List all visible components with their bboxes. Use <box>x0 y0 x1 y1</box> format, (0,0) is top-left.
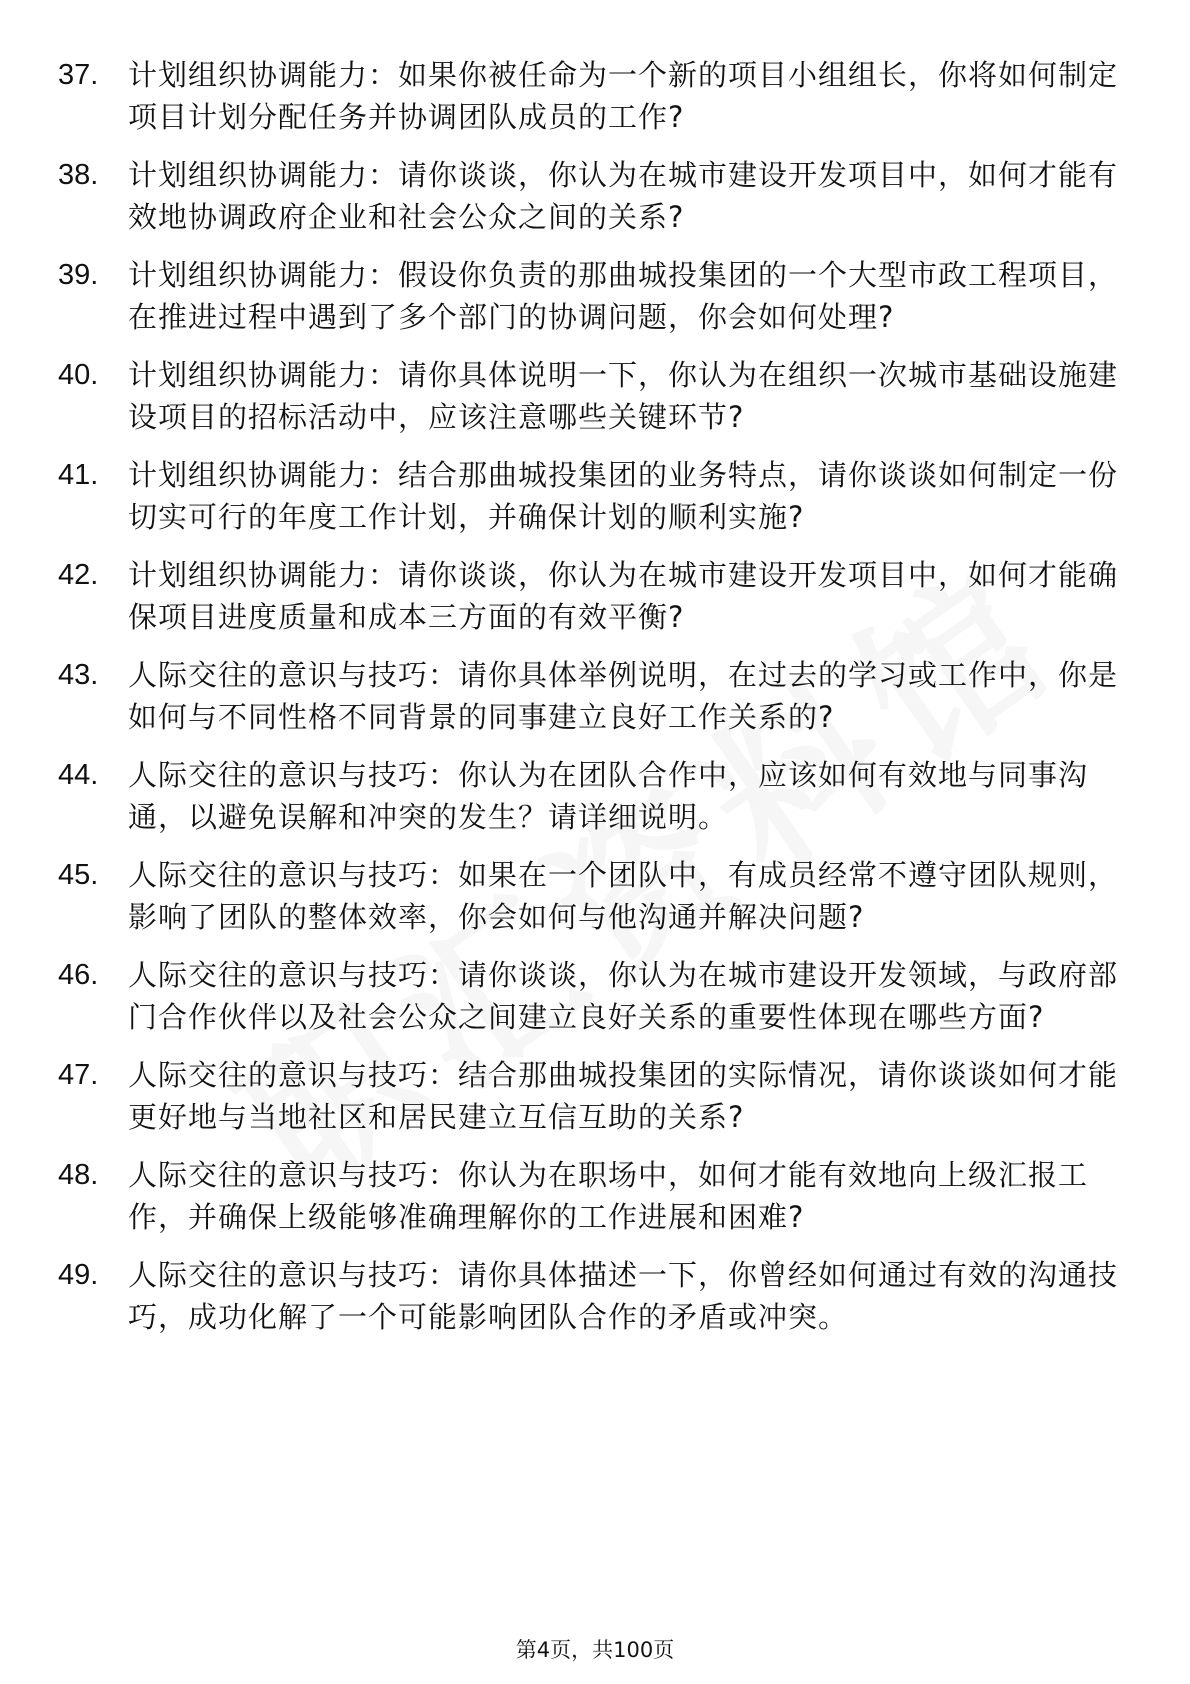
question-item <box>58 554 1128 638</box>
question-number: 48. <box>58 1159 99 1191</box>
question-item <box>58 454 1128 538</box>
question-item <box>58 654 1128 738</box>
question-item <box>58 1054 1128 1138</box>
question-text: 人际交往的意识与技巧：你认为在职场中，如何才能有效地向上级汇报工作，并确保上级能够准确理解你的工作进展和困难? <box>128 1158 1089 1234</box>
page-footer: 第4页，共100页 <box>515 1638 675 1662</box>
question-text: 计划组织协调能力：假设你负责的那曲城投集团的一个大型市政工程项目，在推进过程中遇到了多个部门的协调问题，你会如何处理? <box>128 258 1119 334</box>
question-text: 人际交往的意识与技巧：请你谈谈，你认为在城市建设开发领域，与政府部门合作伙伴以及社会公众之间建立良好关系的重要性体现在哪些方面? <box>128 958 1119 1034</box>
question-item <box>58 1154 1128 1238</box>
question-number: 49. <box>58 1259 99 1291</box>
question-text: 计划组织协调能力：请你谈谈，你认为在城市建设开发项目中，如何才能有效地协调政府企业和社会公众之间的关系? <box>128 158 1119 234</box>
question-text: 人际交往的意识与技巧：请你具体描述一下，你曾经如何通过有效的沟通技巧，成功化解了一个可能影响团队合作的矛盾或冲突。 <box>128 1258 1119 1334</box>
question-number: 41. <box>58 459 99 491</box>
question-item <box>58 754 1128 838</box>
question-text: 计划组织协调能力：如果你被任命为一个新的项目小组组长，你将如何制定项目计划分配任务并协调团队成员的工作? <box>128 58 1119 134</box>
question-text: 人际交往的意识与技巧：请你具体举例说明，在过去的学习或工作中，你是如何与不同性格不同背景的同事建立良好工作关系的? <box>128 658 1119 734</box>
question-text: 人际交往的意识与技巧：如果在一个团队中，有成员经常不遵守团队规则，影响了团队的整体效率，你会如何与他沟通并解决问题? <box>128 858 1119 934</box>
question-item <box>58 1254 1128 1338</box>
question-number: 40. <box>58 359 99 391</box>
question-number: 39. <box>58 259 99 291</box>
question-item <box>58 954 1128 1038</box>
question-text: 计划组织协调能力：请你具体说明一下，你认为在组织一次城市基础设施建设项目的招标活动中，应该注意哪些关键环节? <box>128 358 1119 434</box>
question-list <box>58 54 1128 1354</box>
question-item <box>58 154 1128 238</box>
question-item <box>58 854 1128 938</box>
question-text: 计划组织协调能力：结合那曲城投集团的业务特点，请你谈谈如何制定一份切实可行的年度工作计划，并确保计划的顺利实施? <box>128 458 1119 534</box>
question-number: 38. <box>58 159 99 191</box>
question-number: 46. <box>58 959 99 991</box>
question-item <box>58 254 1128 338</box>
question-number: 44. <box>58 759 99 791</box>
question-item <box>58 354 1128 438</box>
question-item <box>58 54 1128 138</box>
question-number: 37. <box>58 59 99 91</box>
question-number: 47. <box>58 1059 99 1091</box>
question-number: 42. <box>58 559 99 591</box>
question-text: 计划组织协调能力：请你谈谈，你认为在城市建设开发项目中，如何才能确保项目进度质量和成本三方面的有效平衡? <box>128 558 1119 634</box>
question-number: 45. <box>58 859 99 891</box>
question-text: 人际交往的意识与技巧：结合那曲城投集团的实际情况，请你谈谈如何才能更好地与当地社区和居民建立互信互助的关系? <box>128 1058 1119 1134</box>
question-text: 人际交往的意识与技巧：你认为在团队合作中，应该如何有效地与同事沟通，以避免误解和冲突的发生？请详细说明。 <box>128 758 1089 834</box>
question-number: 43. <box>58 659 99 691</box>
